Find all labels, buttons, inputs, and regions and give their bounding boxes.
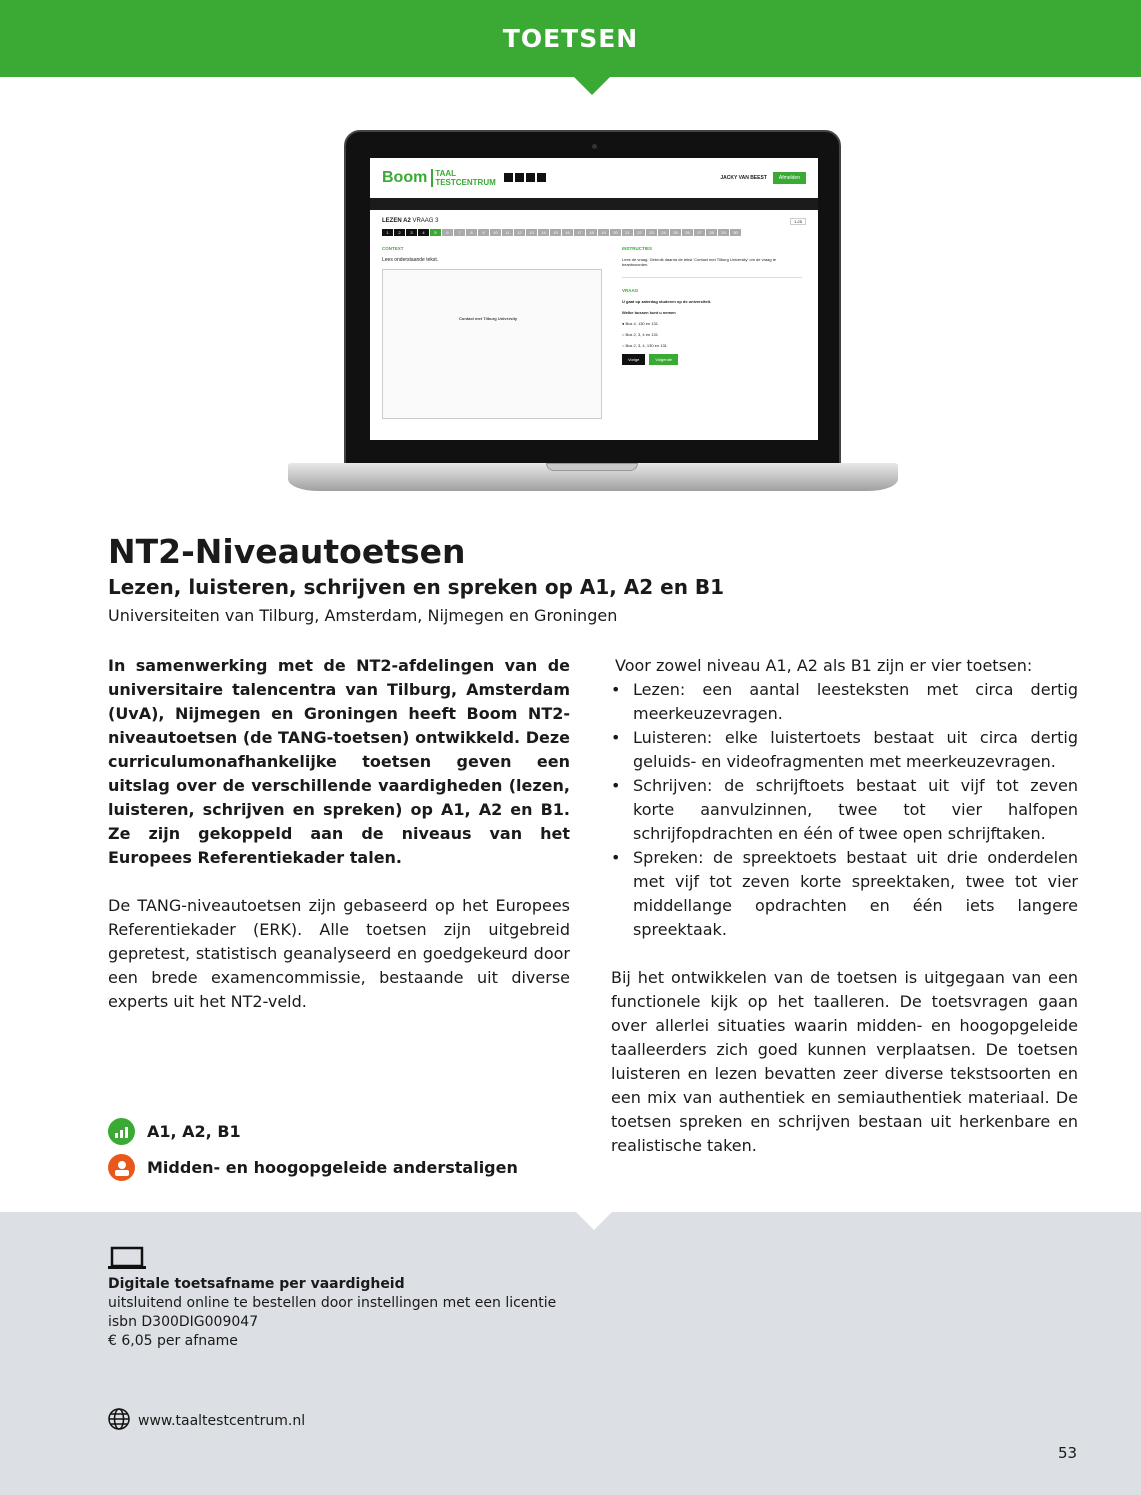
- question-number[interactable]: 13: [526, 229, 537, 236]
- audience-row: [108, 1154, 518, 1181]
- question-number[interactable]: 4: [418, 229, 429, 236]
- laptop-lid: [344, 130, 841, 466]
- question-number[interactable]: 26: [682, 229, 693, 236]
- question-number[interactable]: 6: [442, 229, 453, 236]
- question-navigator: [382, 229, 806, 236]
- intro-paragraph: In samenwerking met de NT2-afdelingen van de universitaire talencentra van Tilburg, Amsterdam (UvA), Nijmegen en Groningen heeft Boom NT2-niveautoetsen (de TANG-toetsen) ontwikkeld. Deze curriculumonafhankelijke toetsen geven een uitslag over de verschillende vaardigheden (lezen, luisteren, schrijven en spreken) op A1, A2 en B1. Ze zijn gekoppeld aan de niveaus van het Europees Referentiekader talen.: [108, 656, 570, 867]
- question-number[interactable]: 18: [586, 229, 597, 236]
- skill-icons: [502, 169, 546, 187]
- tests-intro: Voor zowel niveau A1, A2 als B1 zijn er vier toetsen:: [615, 656, 1033, 675]
- question-number[interactable]: 12: [514, 229, 525, 236]
- question-number[interactable]: 21: [622, 229, 633, 236]
- option-label: Bus 4, 130 en 131: [625, 321, 659, 326]
- write-icon: [526, 173, 535, 182]
- question-number[interactable]: 25: [670, 229, 681, 236]
- question-number[interactable]: 3: [406, 229, 417, 236]
- question-number[interactable]: 8: [466, 229, 477, 236]
- question-number[interactable]: 30: [730, 229, 741, 236]
- question-number[interactable]: 20: [610, 229, 621, 236]
- question-number[interactable]: 28: [706, 229, 717, 236]
- option-label: Bus 2, 3, 4, 130 en 131: [625, 343, 667, 348]
- levels: A1, A2, B1: [147, 1122, 241, 1141]
- question-panel: [622, 246, 802, 419]
- globe-icon: [108, 1408, 130, 1434]
- context-label: CONTEXT: [382, 246, 404, 251]
- product-info: [108, 1275, 556, 1351]
- list-item: • Schrijven: de schrijftoets bestaat uit vijf tot zeven korte aanvulzinnen, twee tot vier halfopen schrijfopdrachten en één of twee open schrijftaken.: [611, 774, 1078, 846]
- left-column: [108, 654, 570, 1014]
- tests-list: [611, 678, 1078, 942]
- logout-button[interactable]: Afmelden: [773, 172, 806, 184]
- answer-option[interactable]: ● Bus 4, 130 en 131: [622, 321, 659, 326]
- option-label: Bus 2, 3, 4 en 131: [625, 332, 658, 337]
- laptop-notch: [546, 463, 638, 471]
- question-text: U gaat op zaterdag studeren op de universiteit.: [622, 299, 712, 304]
- speak-icon: [537, 173, 546, 182]
- question-number[interactable]: 1: [382, 229, 393, 236]
- app-body: [370, 210, 818, 440]
- right-column: [611, 654, 1078, 1158]
- question-number[interactable]: 27: [694, 229, 705, 236]
- page-counter: 1-25: [790, 218, 806, 225]
- camera: [592, 144, 597, 149]
- user-name: JACKY VAN BEEST: [720, 175, 767, 181]
- next-button[interactable]: Volgende: [649, 354, 678, 365]
- page-number: 53: [1058, 1444, 1078, 1462]
- question-number[interactable]: 23: [646, 229, 657, 236]
- paragraph: Bij het ontwikkelen van de toetsen is uitgegaan van een functionele kijk op het taalleren. De toetsvragen gaan over allerlei situaties waarin midden- en hoogopgeleide taalleerders zich goed kunnen verplaatsen. De toetsen luisteren en lezen bevatten zeer diverse tekstsoorten en een mix van authentiek en semiauthentiek materiaal. De toetsen spreken en schrijven bestaan uit herkenbare en realistische taken.: [611, 968, 1078, 1155]
- question-heading: VRAAG: [622, 288, 639, 293]
- question-number[interactable]: 29: [718, 229, 729, 236]
- instructions-label: INSTRUCTIES: [622, 246, 653, 251]
- question-label: VRAAG 3: [412, 218, 439, 224]
- website-row: [108, 1408, 305, 1434]
- laptop-icon: [108, 1246, 146, 1274]
- article-title: NT2-Niveautoetsen: [108, 532, 466, 571]
- question-number[interactable]: 10: [490, 229, 501, 236]
- question-number[interactable]: 2: [394, 229, 405, 236]
- question-number[interactable]: 22: [634, 229, 645, 236]
- website-link[interactable]: www.taaltestcentrum.nl: [138, 1413, 306, 1429]
- answer-option[interactable]: ○ Bus 2, 3, 4, 130 en 131: [622, 343, 667, 348]
- product-panel: [0, 1212, 1141, 1495]
- list-item: • Lezen: een aantal leesteksten met circa dertig meerkeuzevragen.: [611, 678, 1078, 726]
- product-name: Digitale toetsafname per vaardigheid: [108, 1276, 405, 1292]
- section-header: [0, 0, 1141, 77]
- panel-pointer: [576, 1212, 612, 1230]
- laptop-base: [288, 463, 898, 491]
- instructions-text: Lees de vraag. Gebruik daarna de tekst 'Contact met Tilburg University' om de vraag te beantwoorden.: [622, 257, 802, 278]
- levels-row: [108, 1118, 241, 1145]
- logo-sub: [431, 169, 495, 187]
- question-number[interactable]: 5: [430, 229, 441, 236]
- section-title: TOETSEN: [502, 24, 639, 53]
- person-icon: [108, 1154, 135, 1181]
- laptop-screen: [370, 158, 818, 440]
- question-number[interactable]: 14: [538, 229, 549, 236]
- question-number[interactable]: 9: [478, 229, 489, 236]
- answer-option[interactable]: ○ Bus 2, 3, 4 en 131: [622, 332, 658, 337]
- product-isbn: isbn D300DIG009047: [108, 1314, 259, 1330]
- institutions: Universiteiten van Tilburg, Amsterdam, Nijmegen en Groningen: [108, 606, 618, 625]
- question-number[interactable]: 19: [598, 229, 609, 236]
- logo-sub2: TESTCENTRUM: [435, 178, 496, 187]
- context-panel: [382, 246, 602, 419]
- previous-button[interactable]: Vorige: [622, 354, 645, 365]
- audience: Midden- en hoogopgeleide anderstaligen: [147, 1158, 518, 1177]
- question-number[interactable]: 17: [574, 229, 585, 236]
- doc-title: Contact met Tilburg University: [459, 316, 518, 321]
- read-icon: [504, 173, 513, 182]
- listen-icon: [515, 173, 524, 182]
- question-number[interactable]: 24: [658, 229, 669, 236]
- question-number[interactable]: 7: [454, 229, 465, 236]
- paragraph: De TANG-niveautoetsen zijn gebaseerd op het Europees Referentiekader (ERK). Alle toetsen zijn uitgebreid gepretest, statistisch geanalyseerd en goedgekeurd door een brede examencommissie, bestaande uit diverse experts uit het NT2-veld.: [108, 896, 570, 1011]
- list-item: • Spreken: de spreektoets bestaat uit drie onderdelen met vijf tot zeven korte spreektaken, twee tot vier middellange opdrachten en één iets langere spreektaak.: [611, 846, 1078, 942]
- question-number[interactable]: 16: [562, 229, 573, 236]
- logo: Boom: [382, 169, 428, 186]
- logo-sub1: TAAL: [435, 169, 457, 178]
- header-pointer: [574, 77, 610, 95]
- product-price: € 6,05 per afname: [108, 1333, 238, 1349]
- bar-chart-icon: [108, 1118, 135, 1145]
- question-number[interactable]: 15: [550, 229, 561, 236]
- laptop-illustration: [288, 130, 898, 495]
- embedded-document[interactable]: [382, 269, 602, 419]
- product-note: uitsluitend online te bestellen door instellingen met een licentie: [108, 1295, 557, 1311]
- section-label: LEZEN A2: [382, 218, 411, 224]
- app-header: [370, 158, 818, 198]
- article-subtitle: Lezen, luisteren, schrijven en spreken op A1, A2 en B1: [108, 575, 725, 599]
- question-sub: Welke bussen kunt u nemen: [622, 310, 676, 315]
- context-text: Lees onderstaande tekst.: [382, 257, 439, 263]
- question-number[interactable]: 11: [502, 229, 513, 236]
- list-item: • Luisteren: elke luistertoets bestaat uit circa dertig geluids- en videofragmenten met meerkeuzevragen.: [611, 726, 1078, 774]
